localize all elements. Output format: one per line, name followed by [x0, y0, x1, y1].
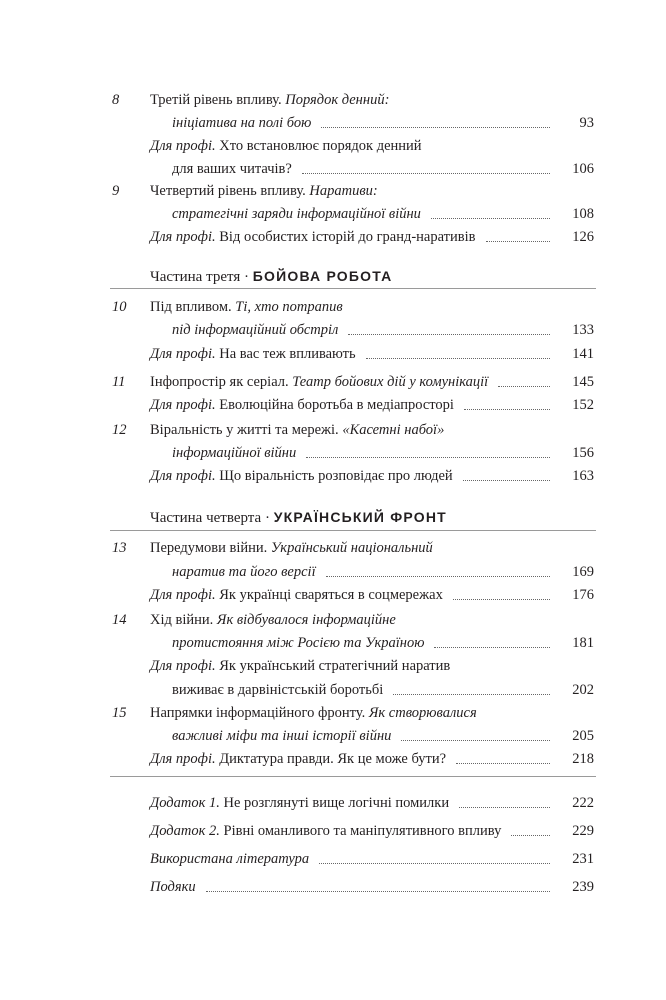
page-number[interactable]: 106 — [572, 161, 594, 177]
page-number[interactable]: 163 — [572, 468, 594, 484]
page-number[interactable]: 152 — [572, 397, 594, 413]
chapter-number: 8 — [112, 92, 120, 108]
appendix-entry — [150, 849, 309, 869]
italic-lead: Для профі. — [150, 658, 216, 674]
chapter-title-line — [150, 538, 433, 558]
chapter-title-line — [172, 320, 338, 340]
dot-leader — [321, 127, 550, 128]
chapter-title-line — [150, 610, 396, 630]
chapter-number: 11 — [112, 374, 126, 390]
line-italic: протистояння між Росією та Україною — [172, 635, 425, 651]
italic-lead: Додаток 1. — [150, 795, 220, 811]
page-number[interactable]: 108 — [572, 206, 594, 222]
line-text: Як український стратегічний наратив — [215, 658, 451, 674]
dot-leader — [206, 891, 550, 892]
line-text: Диктатура правди. Як це може бути? — [215, 751, 447, 767]
italic-lead: Додаток 2. — [150, 823, 220, 839]
line-italic: Театр бойових дій у комунікації — [292, 374, 489, 390]
line-text: Інфопростір як серіал. — [150, 374, 293, 390]
pro-entry-line — [150, 656, 450, 676]
section-rule — [110, 776, 596, 777]
line-text: Третій рівень впливу. — [150, 92, 286, 108]
line-italic: Порядок денний: — [285, 92, 390, 108]
dot-leader — [453, 599, 550, 600]
line-italic: наратив та його версії — [172, 564, 316, 580]
dot-leader — [459, 807, 550, 808]
page-number[interactable]: 229 — [572, 823, 594, 839]
line-text: На вас теж впливають — [215, 346, 356, 362]
line-text: Передумови війни. — [150, 540, 271, 556]
dot-leader — [463, 480, 550, 481]
chapter-number: 10 — [112, 299, 127, 315]
part-title: БОЙОВА РОБОТА — [252, 268, 393, 284]
chapter-number: 9 — [112, 183, 120, 199]
part-heading — [150, 266, 392, 287]
line-text: Від особистих історій до гранд-наративів — [215, 229, 476, 245]
line-italic: Як відбувалося інформаційне — [216, 612, 396, 628]
chapter-title-line — [150, 90, 389, 110]
appendix-entry — [150, 793, 449, 813]
dot-leader — [326, 576, 550, 577]
page-number[interactable]: 126 — [572, 229, 594, 245]
line-italic: важливі міфи та інші історії війни — [172, 728, 392, 744]
italic-lead: Для профі. — [150, 751, 216, 767]
page-number[interactable]: 145 — [572, 374, 594, 390]
chapter-title-line — [150, 181, 378, 201]
dot-leader — [464, 409, 550, 410]
chapter-title-line — [172, 113, 311, 133]
line-text: Напрямки інформаційного фронту. — [150, 705, 369, 721]
page-number[interactable]: 239 — [572, 879, 594, 895]
chapter-title-line — [172, 726, 391, 746]
pro-entry-line — [150, 466, 453, 486]
dot-leader — [434, 647, 550, 648]
chapter-title-line — [172, 562, 316, 582]
pro-entry-line — [150, 749, 446, 769]
chapter-number: 13 — [112, 540, 127, 556]
page-number[interactable]: 156 — [572, 445, 594, 461]
part-title: УКРАЇНСЬКИЙ ФРОНТ — [273, 509, 447, 525]
part-heading — [150, 507, 447, 528]
page-number[interactable]: 218 — [572, 751, 594, 767]
line-text: Рівні оманливого та маніпулятивного впливу — [219, 823, 502, 839]
dot-leader — [366, 358, 550, 359]
pro-entry-line — [150, 585, 443, 605]
pro-entry-line — [172, 680, 383, 700]
italic-lead: Використана література — [150, 851, 310, 867]
page-number[interactable]: 133 — [572, 322, 594, 338]
italic-lead: Для профі. — [150, 587, 216, 603]
appendix-entry — [150, 877, 196, 897]
page-number[interactable]: 141 — [572, 346, 594, 362]
line-italic: Ті, хто потрапив — [235, 299, 343, 315]
pro-entry-line — [150, 395, 454, 415]
pro-entry-line — [150, 227, 476, 247]
chapter-title-line — [150, 372, 488, 392]
italic-lead: Для профі. — [150, 397, 216, 413]
line-italic: Наративи: — [309, 183, 378, 199]
dot-leader — [348, 334, 550, 335]
chapter-number: 15 — [112, 705, 127, 721]
chapter-number: 12 — [112, 422, 127, 438]
part-label: Частина третя · — [150, 269, 253, 285]
line-text: Четвертий рівень впливу. — [150, 183, 310, 199]
dot-leader — [319, 863, 550, 864]
line-italic: Український національний — [270, 540, 433, 556]
page-number[interactable]: 205 — [572, 728, 594, 744]
dot-leader — [401, 740, 550, 741]
dot-leader — [393, 694, 550, 695]
page-number[interactable]: 176 — [572, 587, 594, 603]
chapter-number: 14 — [112, 612, 127, 628]
section-rule — [110, 530, 596, 531]
italic-lead: Для профі. — [150, 346, 216, 362]
appendix-entry — [150, 821, 501, 841]
dot-leader — [306, 457, 550, 458]
italic-lead: Для профі. — [150, 468, 216, 484]
line-text: Під впливом. — [150, 299, 236, 315]
line-text: виживає в дарвіністській боротьбі — [172, 682, 384, 698]
page-number[interactable]: 231 — [572, 851, 594, 867]
italic-lead: Подяки — [150, 879, 196, 895]
line-text: для ваших читачів? — [172, 161, 292, 177]
page-number[interactable]: 181 — [572, 635, 594, 651]
line-text: Що віральність розповідає про людей — [215, 468, 453, 484]
line-italic: інформаційної війни — [172, 445, 297, 461]
line-text: Не розглянуті вище логічні помилки — [219, 795, 450, 811]
chapter-title-line — [150, 297, 343, 317]
chapter-title-line — [172, 204, 421, 224]
line-italic: під інформаційний обстріл — [172, 322, 339, 338]
pro-entry-line — [150, 344, 356, 364]
line-text: Хто встановлює порядок денний — [215, 138, 422, 154]
part-label: Частина четверта · — [150, 510, 274, 526]
page-number[interactable]: 222 — [572, 795, 594, 811]
pro-entry-line — [172, 159, 292, 179]
line-text: Хід війни. — [150, 612, 217, 628]
line-italic: ініціатива на полі бою — [172, 115, 312, 131]
pro-entry-line — [150, 136, 422, 156]
page-number[interactable]: 169 — [572, 564, 594, 580]
page-number[interactable]: 202 — [572, 682, 594, 698]
chapter-title-line — [150, 420, 444, 440]
chapter-title-line — [172, 443, 296, 463]
chapter-title-line — [150, 703, 477, 723]
dot-leader — [302, 173, 550, 174]
line-italic: стратегічні заряди інформаційної війни — [172, 206, 421, 222]
line-italic: «Касетні набої» — [342, 422, 445, 438]
line-italic: Як створювалися — [368, 705, 477, 721]
line-text: Еволюційна боротьба в медіапросторі — [215, 397, 454, 413]
section-rule — [110, 288, 596, 289]
dot-leader — [456, 763, 550, 764]
chapter-title-line — [172, 633, 424, 653]
line-text: Як українці сваряться в соцмережах — [215, 587, 443, 603]
line-text: Віральність у житті та мережі. — [150, 422, 343, 438]
italic-lead: Для профі. — [150, 138, 216, 154]
italic-lead: Для профі. — [150, 229, 216, 245]
dot-leader — [431, 218, 550, 219]
page-number[interactable]: 93 — [579, 115, 594, 131]
